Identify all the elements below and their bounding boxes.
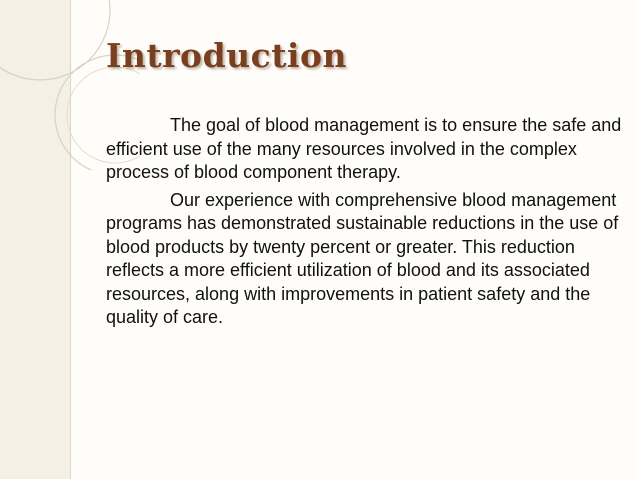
paragraph-goal: The goal of blood management is to ensure the safe and efficient use of the many resources involved in the complex process of blood component therapy. — [106, 115, 622, 182]
slide-title: Introduction — [106, 36, 348, 75]
slide-body — [106, 114, 622, 334]
paragraph-experience: Our experience with comprehensive blood management programs has demonstrated sustainable reductions in the use of blood products by twenty percent or greater. This reduction reflects a more efficient utilization of blood and its associated resources, along with improvements in patient safety and the quality of care. — [106, 189, 619, 327]
